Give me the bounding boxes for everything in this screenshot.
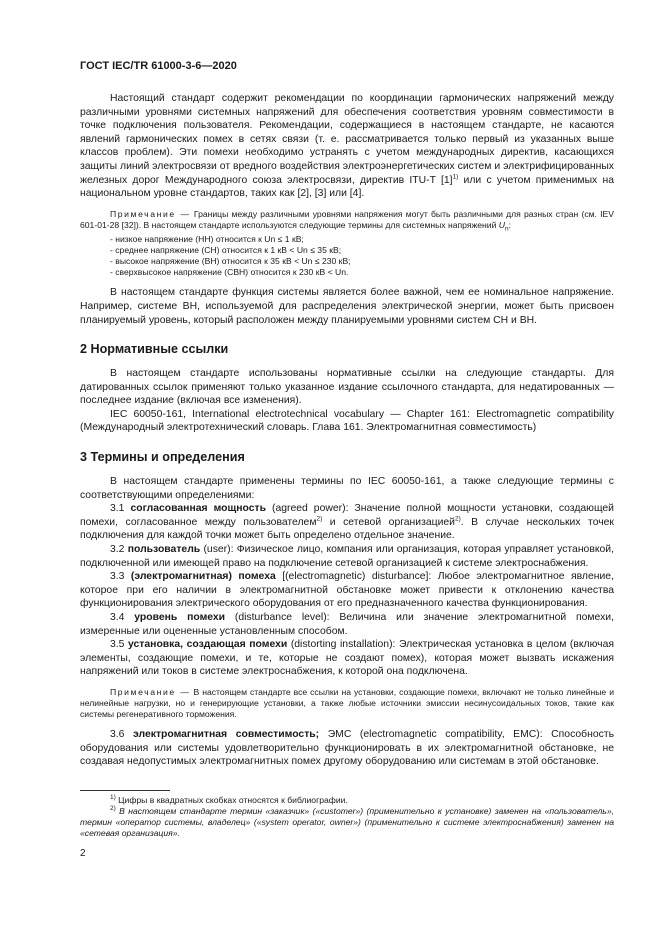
term-name: уровень помехи [134, 611, 226, 623]
term-text: и сетевой организацией [322, 516, 455, 528]
term-number: 3.1 [110, 503, 131, 515]
section-2 [80, 342, 614, 435]
section-2-heading: 2 Нормативные ссылки [80, 342, 229, 356]
list-item: - высокое напряжение (ВН) относится к 35 кВ < Un ≤ 230 кВ; [110, 256, 614, 267]
voltage-list [80, 234, 614, 278]
term-3-4 [80, 611, 614, 638]
term-text: (agreed power): Значение полной мощности установки, создающей помехи, согласованное между пользователем [80, 503, 614, 528]
note-text: Границы между различными уровнями напряжения могут быть различными для разных стран (см. IEV 601-01-28 [32]). В настоящем стандарте используются следующие термины для системных напряжений [80, 208, 614, 230]
term-text: (disturbance level): Величина или значение электромагнитной помехи, измеренные или оцененные установленным способом. [80, 611, 614, 637]
section-3 [80, 450, 614, 769]
footnote-divider [80, 790, 170, 791]
term-3-2 [80, 543, 614, 570]
term-text: ЭМС (electromagnetic compatibility, EMC): Способность оборудования или системы удовлетворительно функционировать в их электромагнитной обстановке, не создавая недопустимых электромагнитных помех другому оборудованию или системам в этой обстановке. [80, 728, 614, 768]
section-2-reference: IEC 60050-161, International electrotechnical vocabulary — Chapter 161: Electromagnetic compatibility (Международный электротехнический словарь. Глава 161. Электромагнитная совместимость) [80, 408, 614, 434]
term-text: [(electromagnetic) disturbance]: Любое электромагнитное явление, которое при его наличии в электромагнитной обстановке может привести к отклонению качества функционирования электрического оборудования от его предназначенного качества функционирования. [80, 571, 614, 610]
note-colon: : [508, 219, 511, 230]
term-number: 3.2 [110, 543, 128, 555]
section-2-paragraph: В настоящем стандарте использованы нормативные ссылки на следующие стандарты. Для датированных ссылок применяют только указанное издание ссылочного стандарта, для недатированных — последнее издание (включая все изменения). [80, 368, 614, 407]
term-name: пользователь [127, 543, 201, 555]
footnote-text: В настоящем стандарте термин «заказчик» («customer») (применительно к установке) заменен на «пользователь», термин «оператор системы, владелец» («system operator, owner») (применительно к системе электроснабжения) заменен на «сетевая организация». [80, 806, 614, 838]
footnote-1 [80, 795, 614, 806]
document-header: ГОСТ IEC/TR 61000-3-6—2020 [80, 60, 237, 72]
term-text: . В случае нескольких точек подключения для каждой точки может быть определено отдельное значение. [80, 516, 614, 542]
term-text: (distorting installation): Электрическая установка в целом (включая элементы, создающие помехи, и те, которые не создают помех), которая может вызвать искажения напряжений или токов в системе электроснабжения, к которой она подключена. [80, 639, 614, 678]
intro-note [80, 209, 614, 235]
list-item: - низкое напряжение (НН) относится к Un ≤ 1 кВ; [110, 234, 614, 245]
page-number: 2 [80, 848, 86, 859]
intro-text-a: Настоящий стандарт содержит рекомендации по координации гармонических напряжений между различными уровнями системных напряжений для обеспечения соответствия уровням совместимости в точке подключения пользователя. Рекомендации, содержащиеся в настоящем стандарте, не касаются явлений гармонических помех в сетях связи (т. е. рассматривается только первый из указанных выше классов проблем). Эти помехи необходимо устранять с учетом международных директив, касающихся защиты линий электросвязи от вредного воздействия электроэнергетических систем и электрифицированных железных дорог Международного союза электросвязи, директив ITU-T [1] [80, 93, 614, 186]
term-3-5-note [80, 687, 614, 720]
footnote-ref: 2) [316, 515, 323, 523]
term-name: согласованная мощность [130, 503, 266, 515]
footnote-ref: 1) [452, 173, 459, 181]
section-3-intro: В настоящем стандарте применены термины по IEC 60050-161, а также следующие термины с соответствующими определениями: [80, 476, 614, 501]
term-3-5 [80, 638, 614, 679]
list-item: - сверхвысокое напряжение (СВН) относится к 230 кВ < Un. [110, 267, 614, 278]
term-name: установка, создающая помехи [128, 639, 288, 651]
term-name: (электромагнитная) помеха [130, 571, 276, 583]
term-3-1 [80, 502, 614, 543]
voltage-subscript: n [504, 225, 509, 233]
voltage-symbol: U [498, 219, 505, 230]
note-label: Примечание — [110, 208, 191, 219]
term-text: (user): Физическое лицо, компания или организация, которая управляет установкой, подключенной или имеющей право на подключение сетевой организацией к системе электроснабжения. [80, 543, 614, 569]
footnote-ref: 2) [454, 515, 461, 523]
note-label: Примечание — [110, 686, 191, 697]
footnote-mark: 2) [110, 805, 116, 813]
intro-text-b: или с учетом применимых на национальном уровне стандартов, таких как [2], [3] или [4]. [80, 174, 614, 200]
note-text: В настоящем стандарте все ссылки на установки, создающие помехи, включают не только линейные и нелинейные нагрузки, но и генерирующие установки, а также любые источники эмиссии несинусоидальных токов, такие как системы регенеративного торможения. [80, 686, 614, 719]
footnotes [80, 795, 614, 839]
term-number: 3.6 [110, 728, 134, 740]
footnote-text: Цифры в квадратных скобках относятся к библиографии. [115, 795, 348, 805]
term-3-6 [80, 728, 614, 769]
footnote-2 [80, 806, 614, 839]
term-name: электромагнитная совместимость; [133, 728, 320, 740]
term-number: 3.5 [110, 639, 128, 651]
term-number: 3.4 [110, 611, 135, 623]
term-3-3 [80, 570, 614, 611]
intro-paragraph [80, 92, 614, 201]
intro-block [80, 92, 614, 327]
intro-paragraph-2: В настоящем стандарте функция системы является более важной, чем ее номинальное напряжение. Например, системе ВН, используемой для распределения электрической энергии, может быть присвоен планируемый уровень, который расположен между планируемыми уровнями систем СН и ВН. [80, 287, 614, 326]
footnote-mark: 1) [110, 794, 116, 802]
section-3-heading: 3 Термины и определения [80, 450, 245, 464]
list-item: - среднее напряжение (СН) относится к 1 кВ < Un ≤ 35 кВ; [110, 245, 614, 256]
term-number: 3.3 [110, 571, 131, 583]
